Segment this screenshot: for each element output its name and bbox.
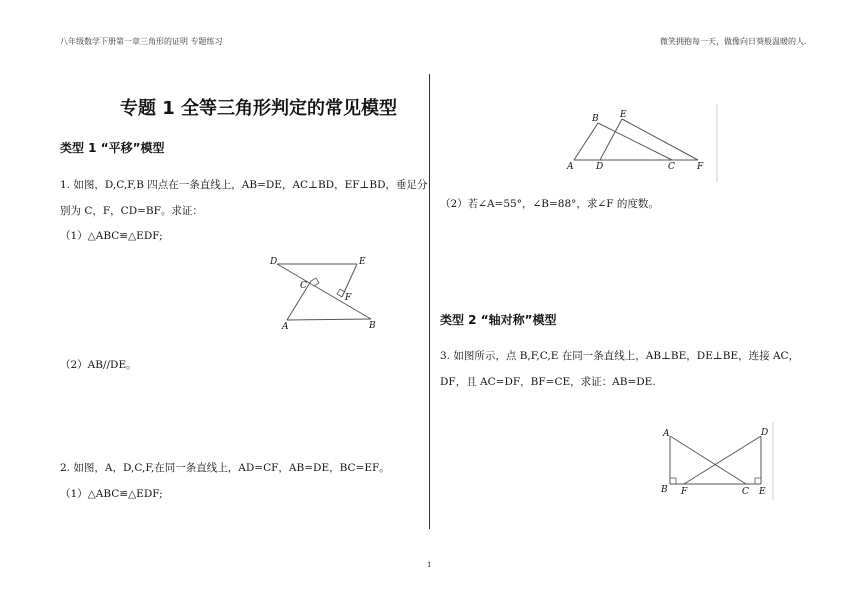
fig1-label-D: D: [270, 257, 278, 267]
fig3-label-C: C: [742, 487, 749, 497]
header-right: 微笑拥抱每一天，做像向日葵般温暖的人.: [660, 37, 807, 46]
page-title: 专题 1 全等三角形判定的常见模型: [120, 98, 398, 119]
fig2-label-D: D: [596, 162, 604, 172]
fig3-label-D: D: [761, 428, 769, 438]
page-number: 1: [427, 561, 432, 569]
fig3-label-F: F: [681, 487, 688, 497]
column-divider: [429, 74, 430, 529]
header-left: 八年级数学下册第一章三角形的证明 专题练习: [60, 37, 223, 46]
problem1-part2: （2）AB//DE。: [60, 359, 137, 371]
fig3-label-E: E: [759, 487, 766, 497]
problem1-line1: 1. 如图，D,C,F,B 四点在一条直线上，AB=DE，AC⊥BD，EF⊥BD，垂足分: [60, 179, 428, 191]
problem1-line2: 别为 C，F，CD=BF。求证：: [60, 205, 203, 217]
figure3-diagram: [660, 422, 780, 502]
fig1-label-E: E: [359, 257, 366, 267]
fig3-label-B: B: [661, 485, 668, 495]
fig1-label-B: B: [369, 321, 376, 331]
fig2-label-B: B: [592, 114, 599, 124]
problem3-line2: DF，且 AC=DF，BF=CE，求证：AB=DE.: [440, 376, 656, 388]
fig2-label-E: E: [620, 110, 627, 120]
figure1-diagram: [265, 252, 385, 332]
problem2-part1: （1）△ABC≌△EDF;: [60, 488, 163, 500]
problem3-line1: 3. 如图所示，点 B,F,C,E 在同一条直线上，AB⊥BE，DE⊥BE，连接 AC，: [440, 350, 800, 362]
fig1-label-C: C: [300, 281, 307, 291]
section1-heading: 类型 1 “平移”模型: [60, 141, 165, 155]
fig3-label-A: A: [663, 429, 670, 439]
fig2-label-A: A: [567, 162, 574, 172]
problem2-part2: （2）若∠A=55°，∠B=88°，求∠F 的度数。: [440, 198, 659, 210]
fig2-label-F: F: [697, 162, 704, 172]
fig1-label-A: A: [282, 322, 289, 332]
problem1-part1: （1）△ABC≌△EDF;: [60, 230, 163, 242]
figure2-diagram: [565, 104, 725, 184]
fig2-label-C: C: [668, 162, 675, 172]
fig1-label-F: F: [345, 293, 352, 303]
problem2-line1: 2. 如图，A，D,C,F,在同一条直线上，AD=CF，AB=DE，BC=EF。: [60, 462, 390, 474]
section2-heading: 类型 2 “轴对称”模型: [440, 313, 557, 327]
